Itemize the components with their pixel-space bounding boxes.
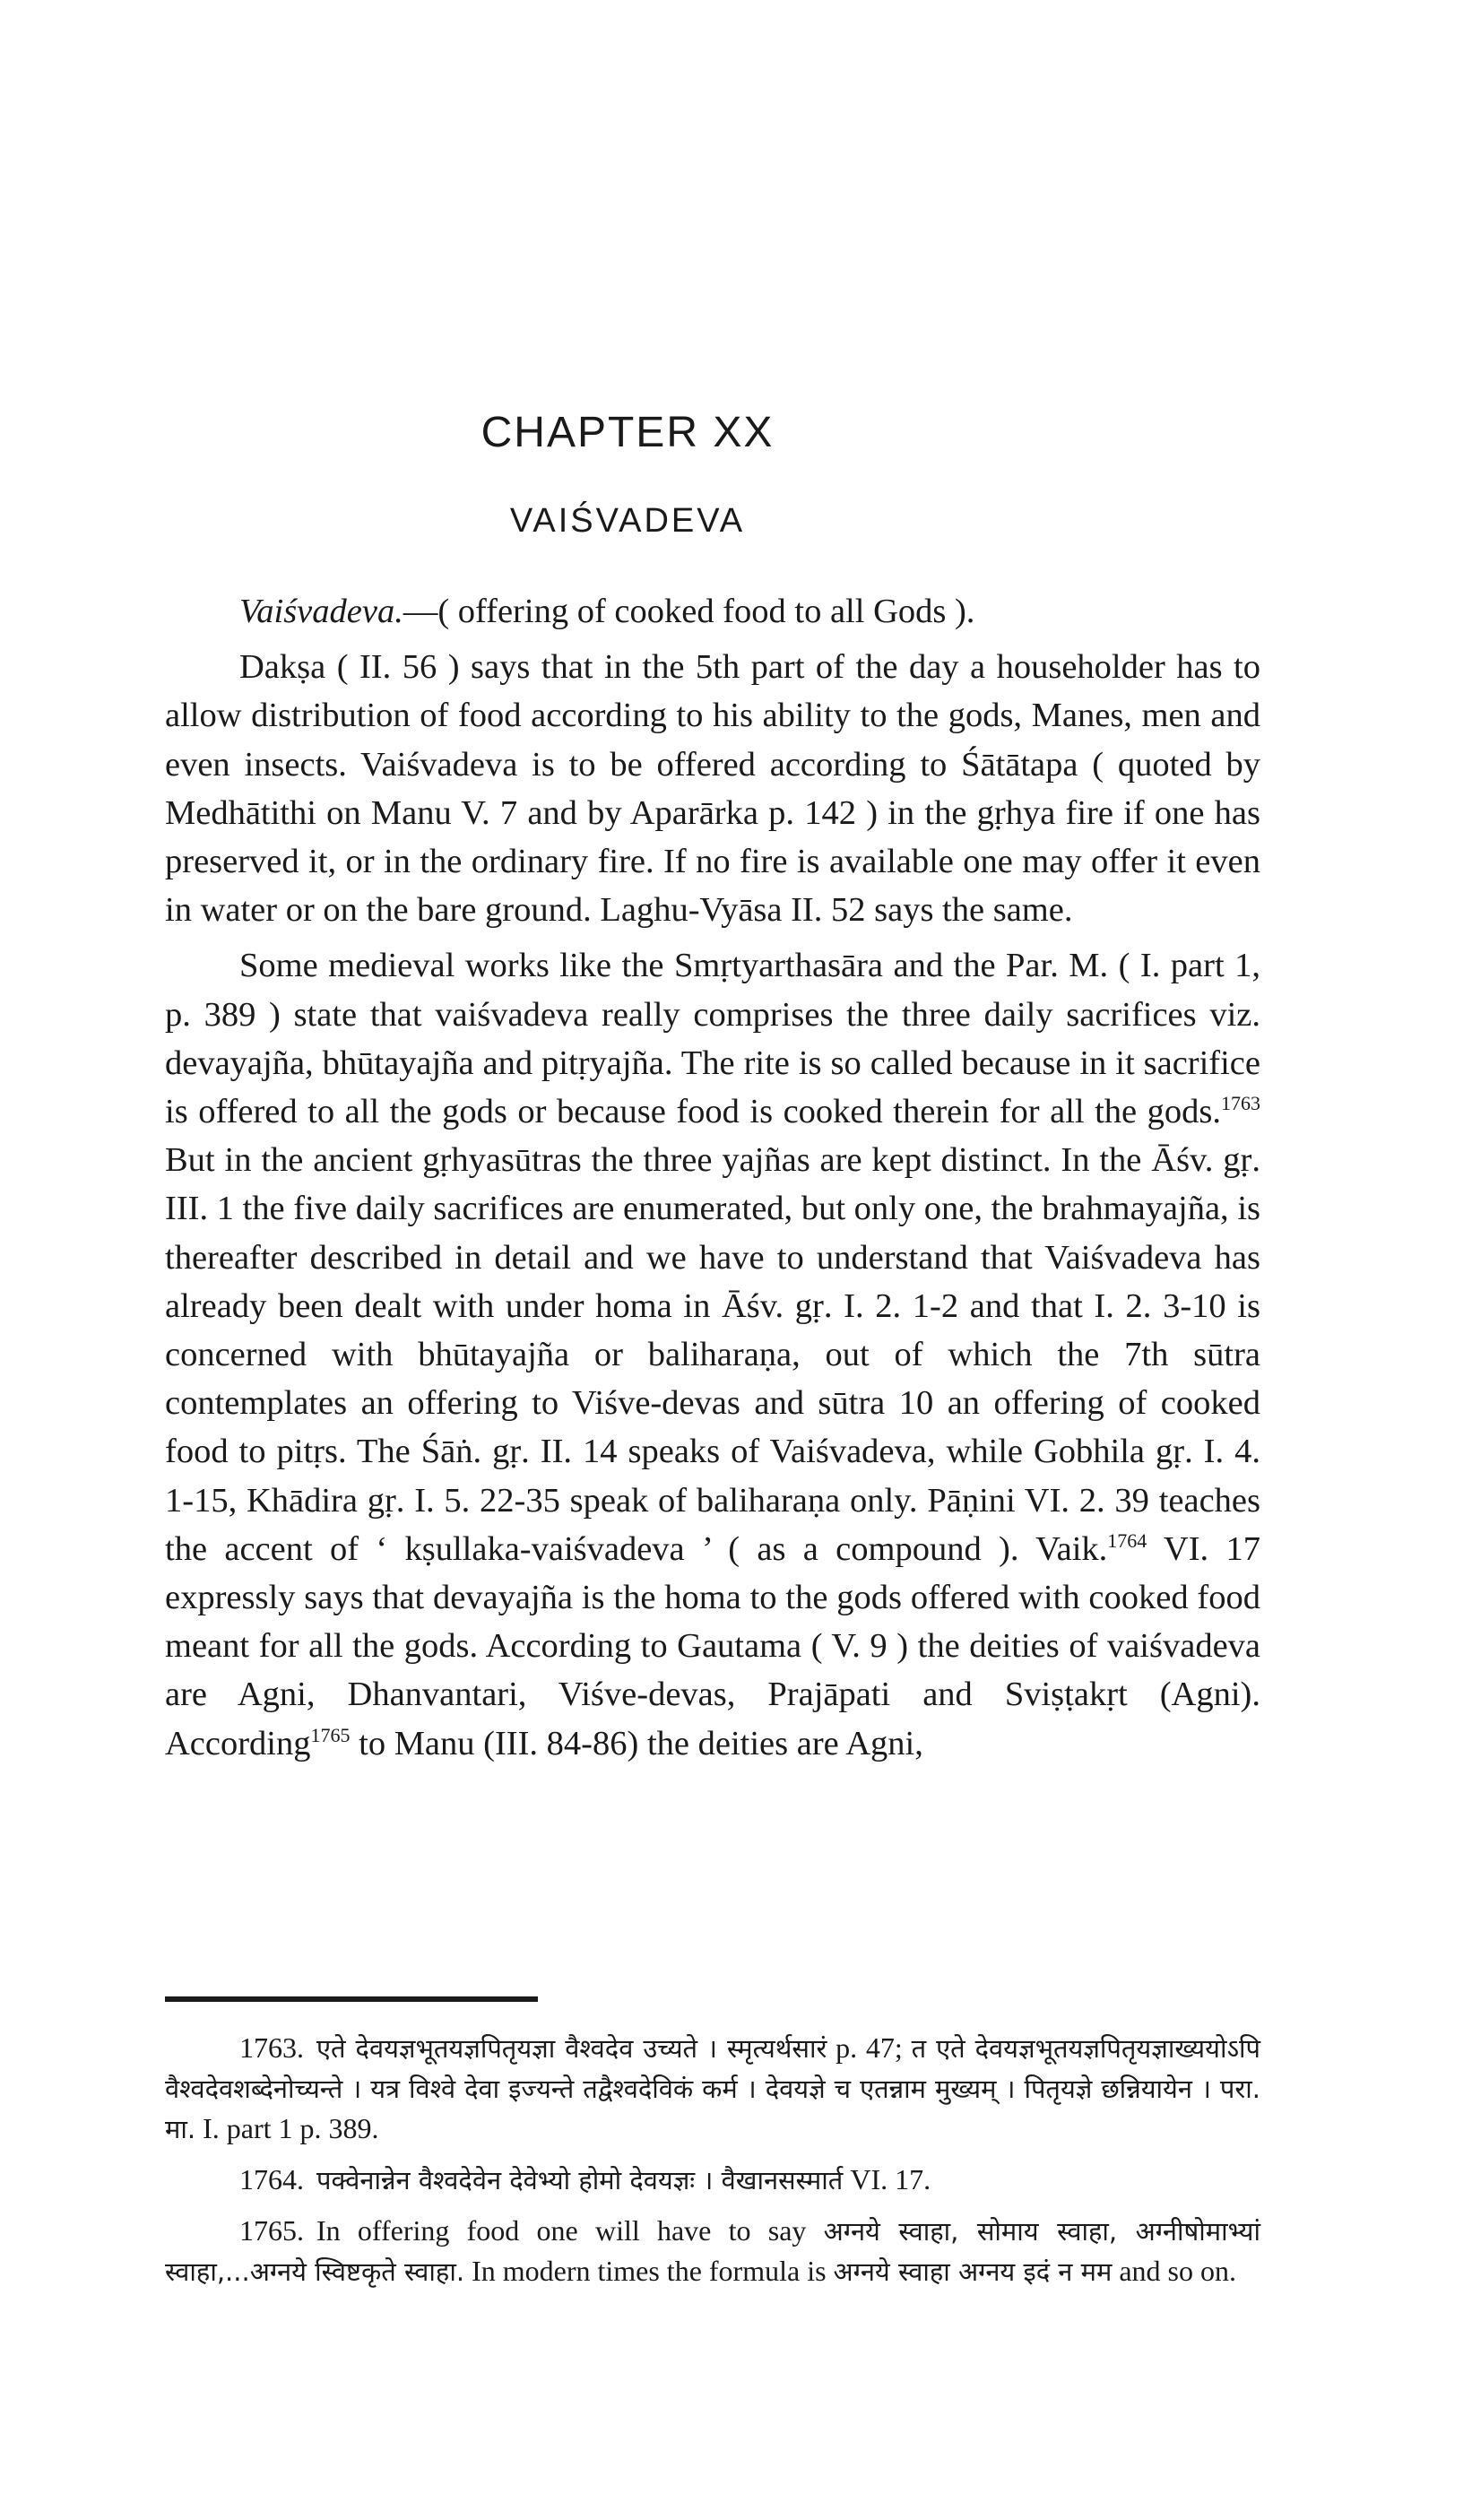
footnote-sanskrit: अग्नये स्वाहा, सोमाय स्वाहा, अग्नीषोमाभ्यां स्वाहा,...अग्नये स्विष्टकृते स्वाहा. (165, 2216, 1260, 2287)
footnote-text: In offering food one will have to say (316, 2214, 824, 2247)
paragraph-medieval-works (165, 941, 1260, 1767)
footnote-divider (165, 1996, 538, 2002)
paragraph-text-c: VI. 17 expressly says that devayajña is the homa to the gods offered with cooked food meant for all the gods. According to Gautama ( V. 9 ) the deities of vaiśvadeva are Agni, Dhanvantari, Viśve-devas, Prajāpati and Sviṣṭakṛt (Agni). According (165, 1529, 1260, 1762)
footnote-text: I. part 1 p. 389. (195, 2112, 379, 2144)
footnote-text: and so on. (1112, 2255, 1236, 2287)
footnote-ref-1763[interactable]: 1763 (1221, 1092, 1260, 1115)
paragraph-intro-text: —( offering of cooked food to all Gods ). (403, 593, 975, 630)
footnote-number: 1763. (239, 2031, 304, 2064)
footnote-sanskrit: अग्नये स्वाहा अग्नय इदं न मम (833, 2256, 1113, 2287)
footnotes (165, 2028, 1260, 2302)
footnote-text: In modern times the formula is (464, 2255, 834, 2287)
footnote-number: 1765. (239, 2214, 304, 2247)
paragraph-text-d: to Manu (III. 84-86) the deities are Agni, (350, 1724, 923, 1762)
footnote-number: 1764. (239, 2163, 304, 2195)
paragraph-text-a: Some medieval works like the Smṛtyarthasāra and the Par. M. ( I. part 1, p. 389 ) state that vaiśvadeva really comprises the three daily sacrifices viz. devayajña, bhūtayajña and pitṛyajña. The rite is so called because in it sacrifice is offered to all the gods or because food is cooked therein for all the gods. (165, 947, 1260, 1131)
paragraph-intro (165, 587, 1260, 636)
footnote-text: p. 47; (827, 2031, 912, 2064)
footnote-ref-1765[interactable]: 1765 (310, 1723, 351, 1746)
footnote-1763 (165, 2028, 1260, 2149)
footnote-sanskrit: एते देवयज्ञभूतयज्ञपितृयज्ञा वैश्वदेव उच्यते । स्मृत्यर्थसारं (316, 2033, 827, 2064)
chapter-title: CHAPTER XX (481, 409, 775, 456)
paragraph-text-b: But in the ancient gṛhyasūtras the three yajñas are kept distinct. In the Āśv. gṛ. III. 1 the five daily sacrifices are enumerated, but only one, the brahmayajña, is thereafter described in detail and we have to understand that Vaiśvadeva has already been dealt with under homa in Āśv. gṛ. I. 2. 1-2 and that I. 2. 3-10 is concerned with bhūtayajña or baliharaṇa, out of which the 7th sūtra contemplates an offering to Viśve-devas and sūtra 10 an offering of cooked food to pitṛs. The Śāṅ. gṛ. II. 14 speaks of Vaiśvadeva, while Gobhila gṛ. I. 4. 1-15, Khādira gṛ. I. 5. 22-35 speak of baliharaṇa only. Pāṇini VI. 2. 39 teaches the accent of ‘ kṣullaka-vaiśvadeva ’ ( as a compound ). Vaik. (165, 1141, 1260, 1568)
footnote-1765 (165, 2211, 1260, 2291)
footnote-sanskrit: त एते देवयज्ञभूतयज्ञपितृयज्ञाख्ययोऽपि वैश्वदेवशब्देनोच्यन्ते । यत्र विश्वे देवा इज्यन्ते तद्वैश्वदेविकं कर्म । देवयज्ञे च एतन्नाम मुख्यम् । पितृयज्ञे छन्नियायेन । परा. मा. (165, 2033, 1260, 2144)
section-title: VAIŚVADEVA (509, 502, 746, 540)
paragraph-daksa: Dakṣa ( II. 56 ) says that in the 5th part of the day a householder has to allow distribution of food according to his ability to the gods, Manes, men and even insects. Vaiśvadeva is to be offered according to Śātātapa ( quoted by Medhātithi on Manu V. 7 and by Aparārka p. 142 ) in the gṛhya fire if one has preserved it, or in the ordinary fire. If no fire is available one may offer it even in water or on the bare ground. Laghu-Vyāsa II. 52 says the same. (165, 648, 1260, 930)
footnote-text: VI. 17. (843, 2163, 931, 2195)
term-vaisvadeva: Vaiśvadeva. (239, 593, 403, 630)
footnote-1764 (165, 2160, 1260, 2200)
footnote-ref-1764[interactable]: 1764 (1107, 1529, 1147, 1553)
body-text (165, 587, 1260, 1775)
footnote-sanskrit: पक्वेनान्नेन वैश्वदेवेन देवेभ्यो होमो देवयज्ञः । वैखानसस्मार्त (316, 2165, 844, 2195)
